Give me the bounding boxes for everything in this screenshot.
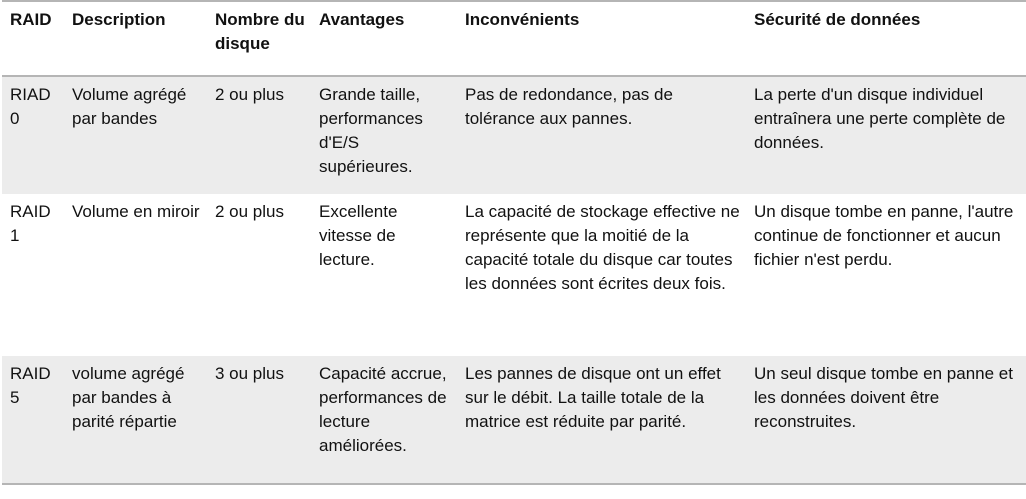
cell-disk-count: 3 ou plus	[207, 356, 311, 484]
raid-comparison-table-container	[2, 0, 1026, 485]
cell-disadvantages: Pas de redondance, pas de tolérance aux pannes.	[457, 76, 746, 194]
cell-data-security: Un disque tombe en panne, l'autre continue de fonctionner et aucun fichier n'est perdu.	[754, 202, 1014, 269]
header-advantages: Avantages	[319, 10, 405, 29]
header-raid: RAID	[10, 10, 52, 29]
table-header	[2, 1, 1026, 76]
raid-comparison-table	[2, 0, 1026, 485]
header-disadvantages: Inconvénients	[465, 10, 580, 29]
cell-raid: RIAD 0	[2, 76, 64, 194]
table-body	[2, 76, 1026, 484]
table-row	[2, 194, 1026, 356]
cell-raid: RAID 5	[2, 356, 64, 484]
cell-disk-count: 2 ou plus	[215, 202, 284, 221]
cell-advantages: Excellente vitesse de lecture.	[319, 202, 398, 269]
cell-disadvantages: La capacité de stockage effective ne représente que la moitié de la capacité totale du disque car toutes les données sont écrites deux fois.	[465, 202, 740, 293]
table-row	[2, 76, 1026, 194]
header-description: Description	[72, 10, 166, 29]
cell-data-security: La perte d'un disque individuel entraînera une perte complète de données.	[746, 76, 1026, 194]
cell-advantages: Capacité accrue, performances de lecture améliorées.	[311, 356, 457, 484]
cell-description: volume agrégé par bandes à parité répartie	[64, 356, 207, 484]
cell-disk-count: 2 ou plus	[207, 76, 311, 194]
cell-description: Volume en miroir	[72, 202, 200, 221]
header-data-security: Sécurité de données	[754, 10, 921, 29]
cell-advantages: Grande taille, performances d'E/S supérieures.	[311, 76, 457, 194]
cell-raid: RAID 1	[10, 202, 51, 245]
cell-description: Volume agrégé par bandes	[64, 76, 207, 194]
cell-disadvantages: Les pannes de disque ont un effet sur le débit. La taille totale de la matrice est réduite par parité.	[457, 356, 746, 484]
table-row	[2, 356, 1026, 484]
header-disk-count: Nombre du disque	[215, 10, 305, 53]
cell-data-security: Un seul disque tombe en panne et les données doivent être reconstruites.	[746, 356, 1026, 484]
header-row	[2, 1, 1026, 76]
